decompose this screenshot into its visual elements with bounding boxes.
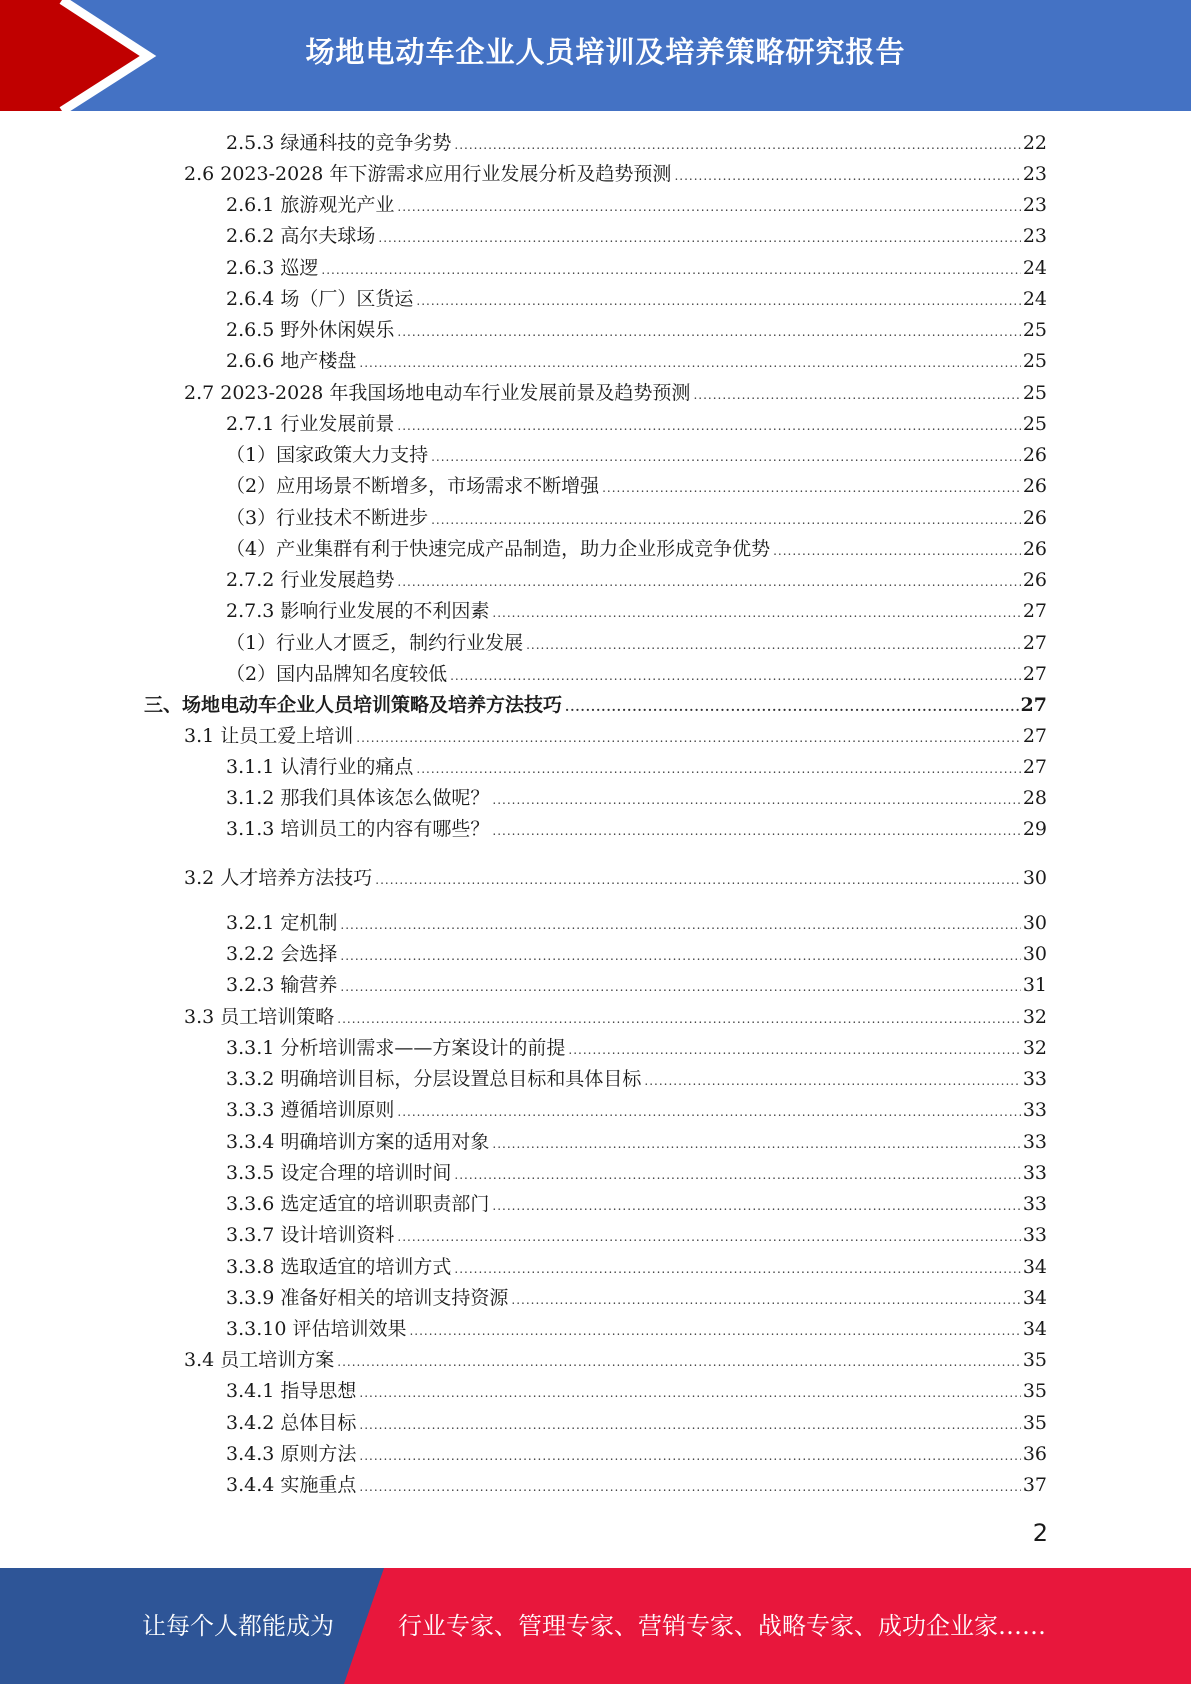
toc-entry[interactable]: 2.7 2023-2028 年我国场地电动车行业发展前景及趋势预测 ..... 25	[184, 378, 1047, 408]
toc-entry[interactable]: 3.3 员工培训策略 ..... 32	[184, 1002, 1047, 1032]
toc-entry[interactable]: 2.6.3 巡逻 ..... 24	[226, 253, 1047, 283]
toc-entry[interactable]: 3.3.8 选取适宜的培训方式 ..... 34	[226, 1252, 1047, 1282]
toc-entry[interactable]: 3.3.3 遵循培训原则 ..... 33	[226, 1095, 1047, 1125]
toc-entry[interactable]: （4）产业集群有利于快速完成产品制造，助力企业形成竞争优势 ..... 26	[226, 534, 1047, 564]
toc-entry[interactable]: 3.4 员工培训方案 ..... 35	[184, 1345, 1047, 1375]
toc-entry[interactable]: 2.7.1 行业发展前景 ..... 25	[226, 409, 1047, 439]
toc-entry[interactable]: （3）行业技术不断进步 ..... 26	[226, 503, 1047, 533]
toc-entry[interactable]: 3.2.2 会选择 ..... 30	[226, 939, 1047, 969]
toc-entry[interactable]: 3.2 人才培养方法技巧 ..... 30	[184, 863, 1047, 893]
footer-slogan-right: 行业专家、管理专家、营销专家、战略专家、成功企业家……	[398, 1612, 1046, 1640]
toc-entry[interactable]: 2.6.4 场（厂）区货运 ..... 24	[226, 284, 1047, 314]
toc-entry[interactable]: 3.4.3 原则方法 ..... 36	[226, 1439, 1047, 1469]
toc-entry[interactable]: 3.3.5 设定合理的培训时间 ..... 33	[226, 1158, 1047, 1188]
page-number: 2	[1032, 1519, 1048, 1547]
toc-entry[interactable]: （2）国内品牌知名度较低 ..... 27	[226, 659, 1047, 689]
toc-entry[interactable]: 3.4.4 实施重点 ..... 37	[226, 1470, 1047, 1500]
toc-entry[interactable]: （1）国家政策大力支持 ..... 26	[226, 440, 1047, 470]
toc-entry[interactable]: 2.6.2 高尔夫球场 ..... 23	[226, 221, 1047, 251]
toc-entry[interactable]: （1）行业人才匮乏，制约行业发展 ..... 27	[226, 628, 1047, 658]
toc-entry[interactable]: 3.3.7 设计培训资料 ..... 33	[226, 1220, 1047, 1250]
toc-entry[interactable]: 3.1 让员工爱上培训 ..... 27	[184, 721, 1047, 751]
toc-entry[interactable]: 3.4.2 总体目标 ..... 35	[226, 1408, 1047, 1438]
toc-entry[interactable]: 3.3.9 准备好相关的培训支持资源 ..... 34	[226, 1283, 1047, 1313]
toc-entry[interactable]: 3.3.1 分析培训需求——方案设计的前提 ..... 32	[226, 1033, 1047, 1063]
footer-slogan-left: 让每个人都能成为	[142, 1612, 334, 1640]
toc-entry[interactable]: 3.3.10 评估培训效果 ..... 34	[226, 1314, 1047, 1344]
toc-entry[interactable]: 2.6.6 地产楼盘 ..... 25	[226, 346, 1047, 376]
toc-entry[interactable]: （2）应用场景不断增多，市场需求不断增强 ..... 26	[226, 471, 1047, 501]
toc-entry[interactable]: 2.7.2 行业发展趋势 ..... 26	[226, 565, 1047, 595]
toc-entry[interactable]: 3.3.4 明确培训方案的适用对象 ..... 33	[226, 1127, 1047, 1157]
toc-entry[interactable]: 3.4.1 指导思想 ..... 35	[226, 1376, 1047, 1406]
toc-entry[interactable]: 2.7.3 影响行业发展的不利因素 ..... 27	[226, 596, 1047, 626]
toc-entry[interactable]: 3.3.2 明确培训目标，分层设置总目标和具体目标 ..... 33	[226, 1064, 1047, 1094]
header-banner	[0, 0, 1191, 111]
toc-entry[interactable]: 3.1.1 认清行业的痛点 ..... 27	[226, 752, 1047, 782]
document-title: 场地电动车企业人员培训及培养策略研究报告	[305, 34, 906, 69]
toc-chapter-entry[interactable]: 三、场地电动车企业人员培训策略及培养方法技巧 ..... 27	[144, 690, 1047, 720]
toc-entry[interactable]: 3.1.2 那我们具体该怎么做呢？ ..... 28	[226, 783, 1047, 813]
toc-entry[interactable]: 2.5.3 绿通科技的竞争劣势 ..... 22	[226, 128, 1047, 158]
toc-entry[interactable]: 3.3.6 选定适宜的培训职责部门 ..... 33	[226, 1189, 1047, 1219]
toc-entry[interactable]: 2.6.5 野外休闲娱乐 ..... 25	[226, 315, 1047, 345]
footer-banner	[0, 1568, 1191, 1684]
toc-entry[interactable]: 2.6 2023-2028 年下游需求应用行业发展分析及趋势预测 ..... 23	[184, 159, 1047, 189]
toc-entry[interactable]: 3.2.1 定机制 ..... 30	[226, 908, 1047, 938]
toc-entry[interactable]: 3.2.3 输营养 ..... 31	[226, 970, 1047, 1000]
toc-entry[interactable]: 3.1.3 培训员工的内容有哪些？ ..... 29	[226, 814, 1047, 844]
toc-entry[interactable]: 2.6.1 旅游观光产业 ..... 23	[226, 190, 1047, 220]
